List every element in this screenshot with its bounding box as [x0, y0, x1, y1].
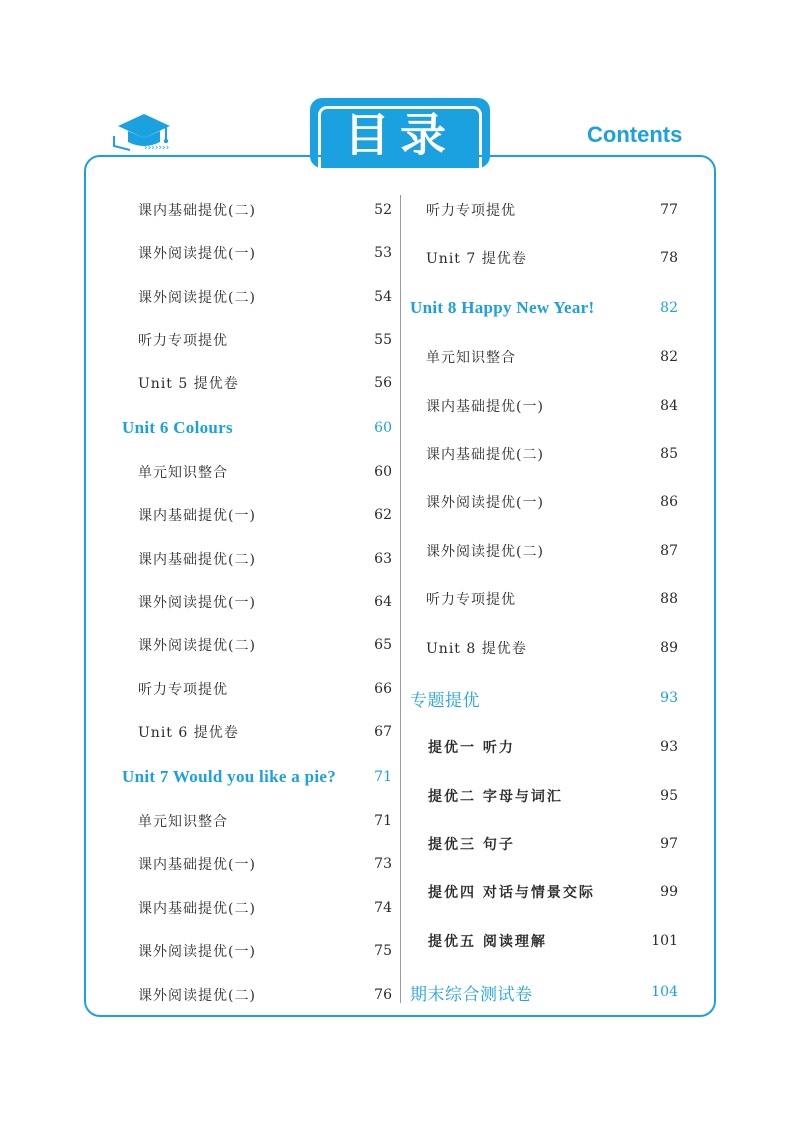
- toc-entry[interactable]: [428, 784, 678, 808]
- toc-entry[interactable]: [428, 880, 678, 904]
- toc-page-number: 104: [651, 984, 678, 1000]
- toc-entry-label: 课外阅读提优(二): [138, 638, 256, 654]
- toc-entry[interactable]: [138, 371, 392, 395]
- toc-page-number: 101: [651, 933, 678, 949]
- toc-entry[interactable]: [426, 394, 678, 418]
- toc-entry-label: Unit 8 Happy New Year!: [410, 298, 595, 317]
- toc-entry[interactable]: [426, 587, 678, 611]
- toc-entry-label: 提优五 阅读理解: [428, 934, 547, 950]
- toc-page-number: 82: [660, 349, 678, 365]
- toc-entry-label: 课内基础提优(一): [138, 857, 256, 873]
- toc-entry[interactable]: [138, 896, 392, 920]
- toc-entry[interactable]: [428, 735, 678, 759]
- graduation-cap-icon: [110, 108, 190, 154]
- toc-entry[interactable]: [426, 345, 678, 369]
- toc-entry[interactable]: [426, 490, 678, 514]
- toc-entry[interactable]: [426, 246, 678, 270]
- toc-entry-label: Unit 6 提优卷: [138, 725, 239, 741]
- toc-page-number: 65: [374, 637, 392, 653]
- toc-page-number: 71: [374, 769, 392, 785]
- toc-entry[interactable]: [426, 636, 678, 660]
- toc-page-number: 97: [660, 836, 678, 852]
- toc-section-heading[interactable]: [410, 980, 678, 1004]
- toc-page-number: 87: [660, 543, 678, 559]
- toc-page-number: 88: [660, 591, 678, 607]
- toc-page-number: 63: [374, 551, 392, 567]
- toc-page-number: 93: [660, 690, 678, 706]
- toc-entry[interactable]: [138, 720, 392, 744]
- toc-entry[interactable]: [426, 539, 678, 563]
- toc-entry[interactable]: [138, 939, 392, 963]
- toc-entry[interactable]: [426, 442, 678, 466]
- toc-page-number: 66: [374, 681, 392, 697]
- toc-entry-label: Unit 6 Colours: [122, 418, 233, 437]
- toc-entry-label: 课外阅读提优(二): [138, 988, 256, 1004]
- toc-entry-label: 课内基础提优(二): [138, 901, 256, 917]
- toc-section-heading[interactable]: [122, 416, 392, 440]
- toc-entry[interactable]: [138, 547, 392, 571]
- toc-entry-label: 听力专项提优: [426, 592, 516, 608]
- toc-entry-label: 期末综合测试卷: [410, 984, 533, 1005]
- toc-page-number: 60: [374, 464, 392, 480]
- contents-heading: Contents: [587, 122, 683, 147]
- toc-page-number: 95: [660, 788, 678, 804]
- toc-entry-label: 课内基础提优(一): [138, 508, 256, 524]
- toc-entry-label: Unit 7 提优卷: [426, 251, 527, 267]
- toc-entry-label: 提优一 听力: [428, 740, 515, 756]
- toc-entry-label: 单元知识整合: [138, 465, 228, 481]
- page-title: 目录: [344, 108, 456, 162]
- toc-page-number: 82: [660, 300, 678, 316]
- toc-entry-label: Unit 8 提优卷: [426, 641, 527, 657]
- toc-entry[interactable]: [138, 198, 392, 222]
- toc-entry-label: 专题提优: [410, 690, 480, 711]
- toc-page-number: 85: [660, 446, 678, 462]
- toc-section-heading[interactable]: [410, 686, 678, 710]
- toc-entry[interactable]: [138, 328, 392, 352]
- toc-page-number: 84: [660, 398, 678, 414]
- toc-entry[interactable]: [138, 503, 392, 527]
- toc-entry[interactable]: [138, 241, 392, 265]
- toc-page-number: 52: [374, 202, 392, 218]
- toc-entry-label: 提优三 句子: [428, 837, 515, 853]
- toc-entry[interactable]: [138, 633, 392, 657]
- toc-page-number: 73: [374, 856, 392, 872]
- toc-page-number: 78: [660, 250, 678, 266]
- toc-entry[interactable]: [138, 677, 392, 701]
- toc-section-heading[interactable]: [122, 765, 392, 789]
- toc-page-number: 76: [374, 987, 392, 1003]
- toc-entry-label: Unit 7 Would you like a pie?: [122, 767, 337, 786]
- toc-page-number: 55: [374, 332, 392, 348]
- svg-text:›››››››: ›››››››: [144, 143, 170, 153]
- toc-page-number: 64: [374, 594, 392, 610]
- toc-entry[interactable]: [138, 285, 392, 309]
- toc-entry-label: 课内基础提优(二): [426, 447, 544, 463]
- toc-page-number: 93: [660, 739, 678, 755]
- toc-entry-label: 单元知识整合: [426, 350, 516, 366]
- toc-entry[interactable]: [138, 983, 392, 1007]
- toc-entry-label: 单元知识整合: [138, 814, 228, 830]
- toc-entry[interactable]: [428, 929, 678, 953]
- toc-entry[interactable]: [428, 832, 678, 856]
- toc-entry[interactable]: [138, 809, 392, 833]
- toc-page-number: 89: [660, 640, 678, 656]
- toc-page-number: 99: [660, 884, 678, 900]
- toc-entry[interactable]: [426, 198, 678, 222]
- toc-entry-label: 课外阅读提优(一): [138, 944, 256, 960]
- toc-page-number: 56: [374, 375, 392, 391]
- column-divider: [400, 195, 401, 1003]
- toc-page-number: 77: [660, 202, 678, 218]
- toc-entry-label: 课外阅读提优(一): [426, 495, 544, 511]
- toc-entry-label: 课内基础提优(二): [138, 552, 256, 568]
- toc-page-number: 71: [374, 813, 392, 829]
- toc-entry-label: 听力专项提优: [138, 333, 228, 349]
- toc-page-number: 74: [374, 900, 392, 916]
- toc-page-number: 67: [374, 724, 392, 740]
- toc-page-number: 60: [374, 420, 392, 436]
- toc-entry-label: 听力专项提优: [138, 682, 228, 698]
- toc-entry[interactable]: [138, 852, 392, 876]
- toc-section-heading[interactable]: [410, 296, 678, 320]
- toc-entry-label: 听力专项提优: [426, 203, 516, 219]
- toc-entry-label: 课外阅读提优(二): [426, 544, 544, 560]
- toc-entry-label: 课内基础提优(二): [138, 203, 256, 219]
- toc-entry-label: 提优四 对话与情景交际: [428, 885, 595, 901]
- toc-entry-label: 课外阅读提优(二): [138, 290, 256, 306]
- toc-entry[interactable]: [138, 590, 392, 614]
- toc-page-number: 62: [374, 507, 392, 523]
- toc-entry-label: 课内基础提优(一): [426, 399, 544, 415]
- toc-page-number: 75: [374, 943, 392, 959]
- toc-entry[interactable]: [138, 460, 392, 484]
- toc-entry-label: 提优二 字母与词汇: [428, 789, 563, 805]
- toc-entry-label: 课外阅读提优(一): [138, 246, 256, 262]
- toc-page-number: 54: [374, 289, 392, 305]
- toc-entry-label: Unit 5 提优卷: [138, 376, 239, 392]
- toc-page-number: 53: [374, 245, 392, 261]
- toc-page-number: 86: [660, 494, 678, 510]
- toc-entry-label: 课外阅读提优(一): [138, 595, 256, 611]
